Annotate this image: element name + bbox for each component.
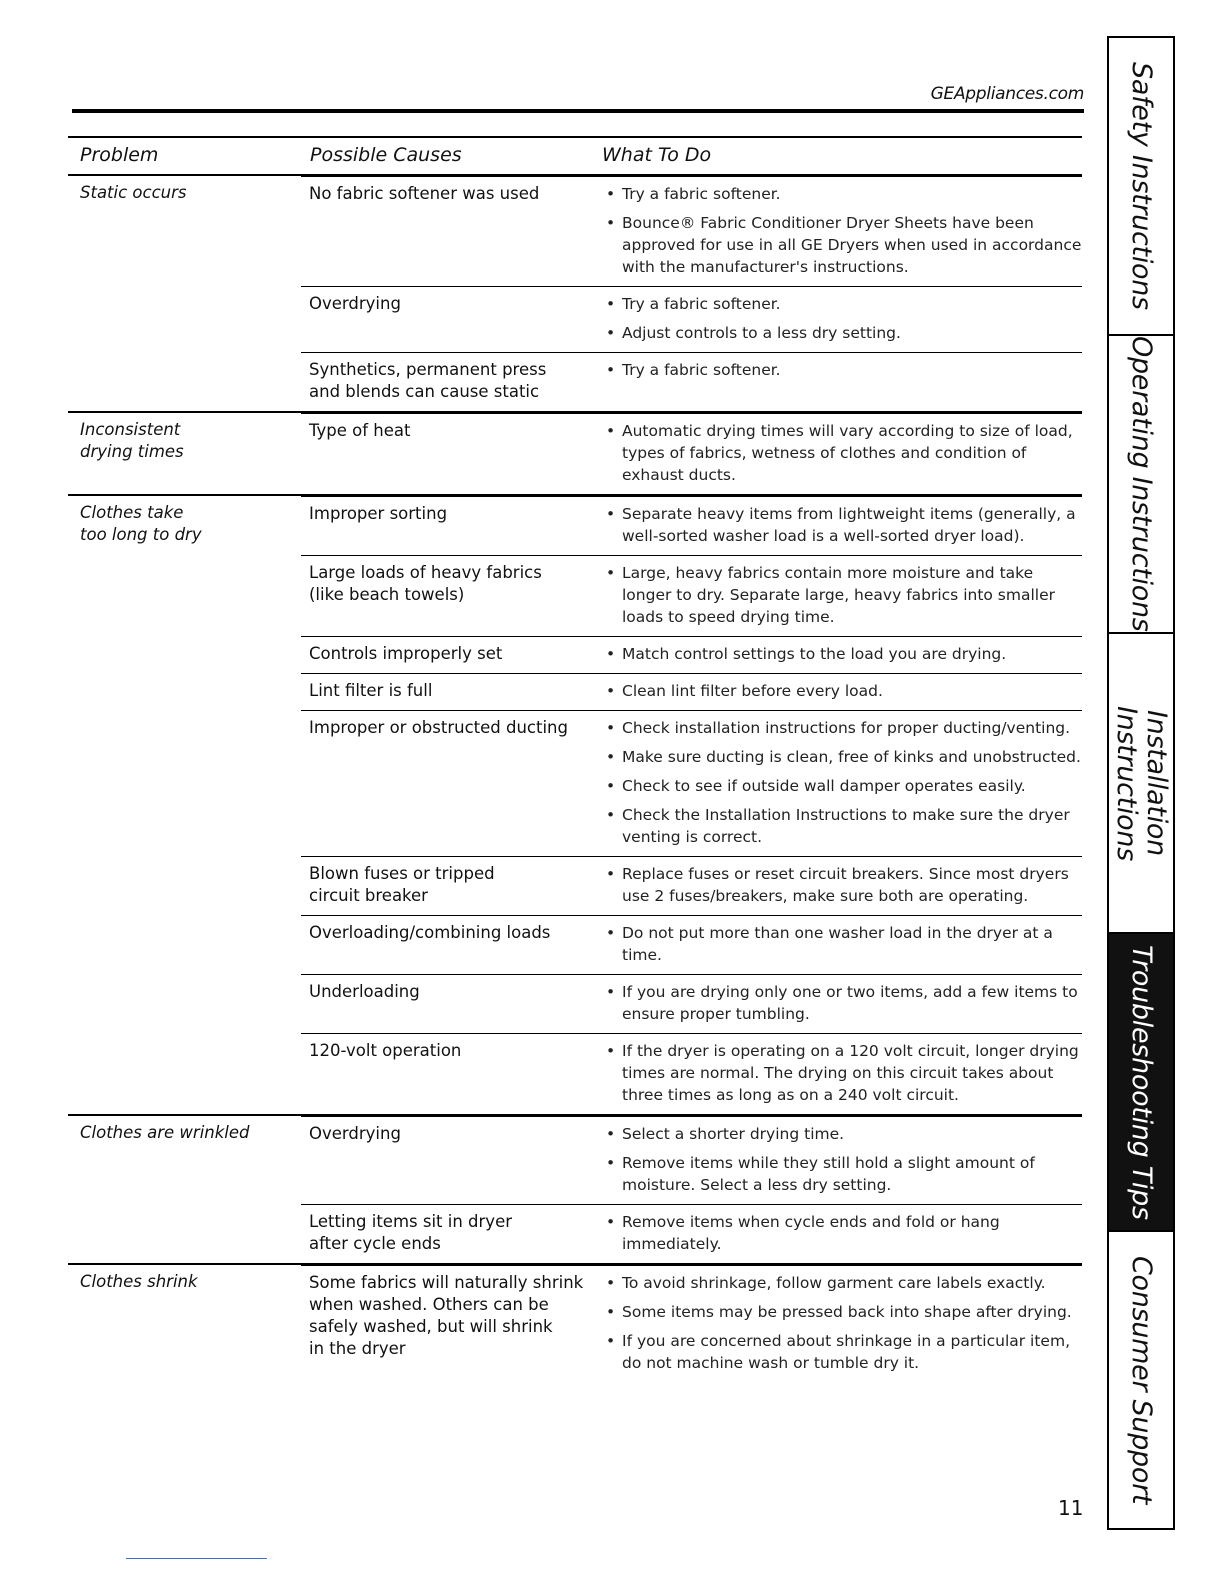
- what-to-do: [604, 293, 1082, 344]
- footer-line: [126, 1558, 267, 1559]
- possible-cause: Synthetics, permanent press and blends can cause static: [309, 360, 547, 401]
- todo-item: • Do not put more than one washer load in the dryer at a time.: [604, 922, 1082, 966]
- todo-item: • If you are drying only one or two items, add a few items to ensure proper tumbling.: [604, 981, 1082, 1025]
- todo-item: • Try a fabric softener.: [604, 359, 1082, 381]
- what-to-do: [604, 420, 1082, 486]
- column-header-todo: What To Do: [602, 144, 712, 166]
- todo-item: • Some items may be pressed back into shape after drying.: [604, 1301, 1082, 1323]
- todo-item: • Clean lint filter before every load.: [604, 680, 1082, 702]
- header-rule: [72, 109, 1084, 113]
- possible-cause: 120-volt operation: [309, 1041, 462, 1060]
- cause-row: [301, 974, 1082, 1033]
- possible-cause: Large loads of heavy fabrics (like beach towels): [309, 563, 542, 604]
- problem-label: Inconsistent drying times: [80, 420, 184, 461]
- possible-cause: Overdrying: [309, 1124, 401, 1143]
- todo-item: • Bounce® Fabric Conditioner Dryer Sheets have been approved for use in all GE Dryers when used in accordance with the manufacturer's instructions.: [604, 212, 1082, 278]
- possible-cause: Improper or obstructed ducting: [309, 718, 568, 737]
- section-tab-label: Operating Instructions: [1126, 336, 1157, 632]
- possible-cause: Overdrying: [309, 294, 401, 313]
- what-to-do: [604, 1272, 1082, 1374]
- problem-group: [68, 413, 1082, 496]
- what-to-do: [604, 981, 1082, 1025]
- possible-cause: Controls improperly set: [309, 644, 503, 663]
- what-to-do: [604, 1040, 1082, 1106]
- todo-item: • Remove items when cycle ends and fold or hang immediately.: [604, 1211, 1082, 1255]
- site-url: GEAppliances.com: [930, 84, 1084, 104]
- cause-row: [301, 710, 1082, 856]
- section-tab[interactable]: [1109, 934, 1173, 1232]
- problem-group: [68, 1116, 1082, 1265]
- section-tab-label: Installation Instructions: [1111, 705, 1172, 861]
- todo-item: • Check to see if outside wall damper operates easily.: [604, 775, 1082, 797]
- cause-row: [301, 1116, 1082, 1204]
- cause-row: [301, 176, 1082, 286]
- what-to-do: [604, 183, 1082, 278]
- possible-cause: Underloading: [309, 982, 420, 1001]
- todo-item: • Automatic drying times will vary according to size of load, types of fabrics, wetness of clothes and condition of exhaust ducts.: [604, 420, 1082, 486]
- table-body: [68, 176, 1082, 1382]
- todo-item: • Try a fabric softener.: [604, 293, 1082, 315]
- todo-item: • Separate heavy items from lightweight items (generally, a well-sorted washer load is a well-sorted dryer load).: [604, 503, 1082, 547]
- what-to-do: [604, 680, 1082, 702]
- possible-cause: Improper sorting: [309, 504, 448, 523]
- problem-label: Clothes are wrinkled: [80, 1123, 250, 1142]
- possible-cause: Some fabrics will naturally shrink when washed. Others can be safely washed, but will shrink in the dryer: [309, 1273, 584, 1358]
- todo-item: • Make sure ducting is clean, free of kinks and unobstructed.: [604, 746, 1082, 768]
- cause-row: [301, 352, 1082, 411]
- section-tabs: [1107, 36, 1175, 1530]
- column-header-causes: Possible Causes: [310, 144, 462, 166]
- what-to-do: [604, 717, 1082, 848]
- cause-row: [301, 636, 1082, 673]
- cause-row: [301, 915, 1082, 974]
- todo-item: • Large, heavy fabrics contain more moisture and take longer to dry. Separate large, heavy fabrics into smaller loads to speed drying time.: [604, 562, 1082, 628]
- what-to-do: [604, 863, 1082, 907]
- cause-row: [301, 1265, 1082, 1382]
- troubleshooting-table: [68, 136, 1082, 1382]
- what-to-do: [604, 503, 1082, 547]
- todo-item: • Adjust controls to a less dry setting.: [604, 322, 1082, 344]
- what-to-do: [604, 643, 1082, 665]
- todo-item: • Try a fabric softener.: [604, 183, 1082, 205]
- todo-item: • Match control settings to the load you are drying.: [604, 643, 1082, 665]
- todo-item: • Check installation instructions for proper ducting/venting.: [604, 717, 1082, 739]
- cause-row: [301, 496, 1082, 555]
- what-to-do: [604, 562, 1082, 628]
- possible-cause: Lint filter is full: [309, 681, 433, 700]
- what-to-do: [604, 1211, 1082, 1255]
- section-tab-label: Safety Instructions: [1126, 62, 1157, 310]
- todo-item: • Select a shorter drying time.: [604, 1123, 1082, 1145]
- cause-row: [301, 413, 1082, 494]
- todo-item: • If the dryer is operating on a 120 volt circuit, longer drying times are normal. The drying on this circuit takes about three times as long as on a 240 volt circuit.: [604, 1040, 1082, 1106]
- problem-group: [68, 496, 1082, 1116]
- todo-item: • Remove items while they still hold a slight amount of moisture. Select a less dry setting.: [604, 1152, 1082, 1196]
- todo-item: • To avoid shrinkage, follow garment care labels exactly.: [604, 1272, 1082, 1294]
- todo-item: • If you are concerned about shrinkage in a particular item, do not machine wash or tumble dry it.: [604, 1330, 1082, 1374]
- possible-cause: Blown fuses or tripped circuit breaker: [309, 864, 495, 905]
- page-number: 11: [1058, 1496, 1084, 1520]
- todo-item: • Check the Installation Instructions to make sure the dryer venting is correct.: [604, 804, 1082, 848]
- section-tab[interactable]: [1109, 1232, 1173, 1528]
- table-header: [68, 136, 1082, 176]
- cause-row: [301, 673, 1082, 710]
- what-to-do: [604, 359, 1082, 403]
- problem-group: [68, 1265, 1082, 1382]
- what-to-do: [604, 1123, 1082, 1196]
- what-to-do: [604, 922, 1082, 966]
- cause-row: [301, 286, 1082, 352]
- possible-cause: Type of heat: [309, 421, 411, 440]
- possible-cause: Letting items sit in dryer after cycle ends: [309, 1212, 513, 1253]
- problem-label: Clothes take too long to dry: [80, 503, 202, 544]
- section-tab-label: Troubleshooting Tips: [1126, 944, 1157, 1220]
- cause-row: [301, 555, 1082, 636]
- cause-row: [301, 1204, 1082, 1263]
- section-tab[interactable]: [1109, 336, 1173, 634]
- section-tab-label: Consumer Support: [1126, 1255, 1157, 1505]
- problem-group: [68, 176, 1082, 413]
- section-tab[interactable]: [1109, 38, 1173, 336]
- possible-cause: Overloading/combining loads: [309, 923, 551, 942]
- cause-row: [301, 1033, 1082, 1114]
- cause-row: [301, 856, 1082, 915]
- problem-label: Static occurs: [80, 183, 187, 202]
- section-tab[interactable]: [1109, 634, 1173, 934]
- problem-label: Clothes shrink: [80, 1272, 198, 1291]
- possible-cause: No fabric softener was used: [309, 184, 540, 203]
- column-header-problem: Problem: [80, 144, 159, 166]
- todo-item: • Replace fuses or reset circuit breakers. Since most dryers use 2 fuses/breakers, make sure both are operating.: [604, 863, 1082, 907]
